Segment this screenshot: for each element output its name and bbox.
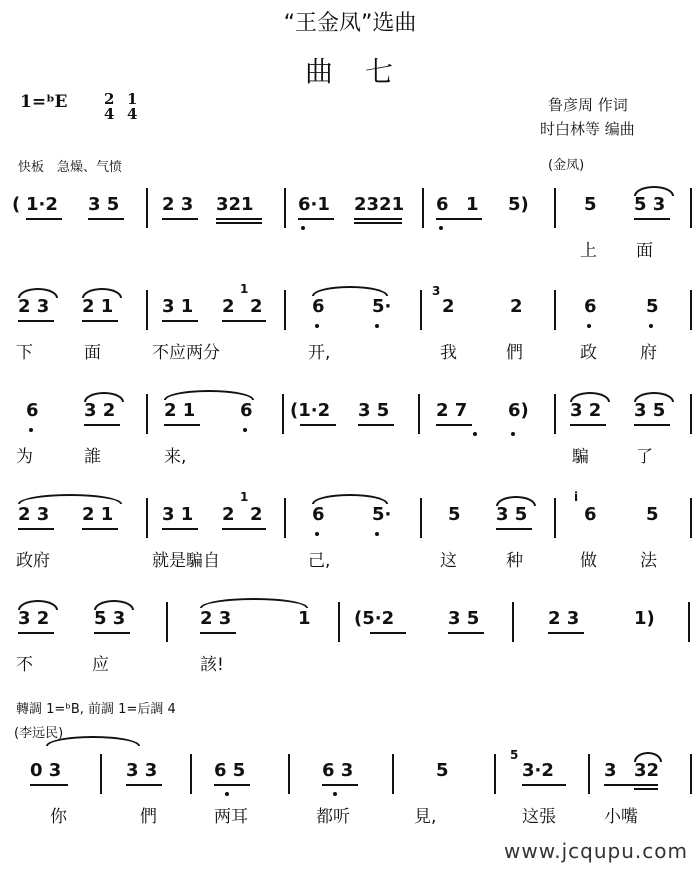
barline — [554, 188, 556, 228]
music-system-6 — [0, 750, 700, 850]
lyric: 来, — [164, 447, 187, 467]
note: 6 — [584, 504, 597, 525]
barline — [146, 188, 148, 228]
low-octave-dot — [225, 792, 229, 796]
note: 2 1 — [164, 400, 196, 421]
note: 3 — [604, 760, 617, 781]
underline — [370, 632, 406, 634]
note: 1 — [298, 608, 311, 629]
low-octave-dot — [439, 226, 443, 230]
barline — [554, 394, 556, 434]
underline — [634, 424, 670, 426]
underline — [358, 424, 394, 426]
note: 6 — [26, 400, 39, 421]
underline — [570, 424, 606, 426]
underline — [216, 222, 262, 224]
underline — [522, 784, 566, 786]
meter-bottom: 4 — [104, 105, 115, 123]
note: 5 — [646, 504, 659, 525]
note: 5 3 — [634, 194, 666, 215]
lyric: 小嘴 — [604, 807, 638, 827]
low-octave-dot — [315, 324, 319, 328]
underline — [496, 528, 532, 530]
note: 1) — [634, 608, 655, 629]
music-system-3 — [0, 390, 700, 490]
note: 5 — [448, 504, 461, 525]
note: 0 3 — [30, 760, 62, 781]
role-label-jinfeng: (金凤) — [548, 158, 585, 173]
site-watermark: www.jcqupu.com — [504, 839, 688, 863]
score-subtitle: 曲 七 — [304, 55, 395, 88]
low-octave-dot — [301, 226, 305, 230]
barline — [690, 188, 692, 228]
note: 2321 — [354, 194, 405, 215]
underline — [322, 784, 358, 786]
lyric: 面 — [636, 241, 653, 261]
note: 6 — [240, 400, 253, 421]
composer-credit: 时白林等 编曲 — [540, 120, 635, 138]
underline — [26, 218, 62, 220]
note: 6·1 — [298, 194, 330, 215]
grace-note: 1 — [240, 282, 249, 296]
note: 2 — [250, 504, 263, 525]
underline — [216, 218, 262, 220]
note: 3 1 — [162, 296, 194, 317]
note: 6 — [312, 296, 325, 317]
lyric: 府 — [640, 343, 657, 363]
note: 5) — [508, 194, 529, 215]
barline — [338, 602, 340, 642]
note: 6 — [584, 296, 597, 317]
lyrics-row — [0, 236, 700, 262]
barline — [588, 754, 590, 794]
notes-row — [0, 184, 700, 228]
low-octave-dot — [649, 324, 653, 328]
underline — [354, 218, 402, 220]
underline — [604, 784, 658, 786]
note: 6 — [312, 504, 325, 525]
note: 2 3 — [548, 608, 580, 629]
underline — [162, 218, 198, 220]
meter-bottom: 4 — [127, 105, 138, 123]
underline — [634, 218, 670, 220]
music-system-5 — [0, 598, 700, 698]
barline — [284, 290, 286, 330]
lyric: 就是騙自 — [152, 551, 220, 571]
lyrics-row — [0, 650, 700, 676]
grace-note: 5 — [510, 748, 519, 762]
lyric: 政府 — [16, 551, 50, 571]
note: 1·2 — [26, 194, 58, 215]
underline — [436, 218, 482, 220]
barline — [190, 754, 192, 794]
note: 6 5 — [214, 760, 246, 781]
underline — [448, 632, 484, 634]
barline — [554, 498, 556, 538]
lyric: 們 — [140, 807, 157, 827]
score-title: “王金凤”选曲 — [283, 11, 417, 36]
barline — [690, 394, 692, 434]
lyric: 应 — [92, 655, 109, 675]
lyrics-row — [0, 802, 700, 828]
note: 3 5 — [448, 608, 480, 629]
note: 3·2 — [522, 760, 554, 781]
lyric: 上 — [580, 241, 597, 261]
barline — [146, 498, 148, 538]
low-octave-dot — [473, 432, 477, 436]
barline — [100, 754, 102, 794]
note: 1 — [466, 194, 479, 215]
note: 2 — [442, 296, 455, 317]
note: 3 2 — [570, 400, 602, 421]
note: 3 2 — [84, 400, 116, 421]
underline — [436, 424, 472, 426]
barline — [688, 602, 690, 642]
note: 3 5 — [496, 504, 528, 525]
barline — [512, 602, 514, 642]
note: 6 3 — [322, 760, 354, 781]
note: 5· — [372, 296, 392, 317]
barline — [690, 290, 692, 330]
barline — [418, 394, 420, 434]
note: 5· — [372, 504, 392, 525]
note: 3 2 — [18, 608, 50, 629]
underline — [548, 632, 584, 634]
barline — [392, 754, 394, 794]
note: (1·2 — [290, 400, 331, 421]
note: 2 — [250, 296, 263, 317]
underline — [634, 788, 658, 790]
underline — [164, 424, 200, 426]
lyrics-row — [0, 546, 700, 572]
underline — [18, 528, 54, 530]
underline — [162, 320, 198, 322]
underline — [82, 528, 118, 530]
grace-note: 3 — [432, 284, 441, 298]
lyric: 我 — [440, 343, 457, 363]
underline — [298, 218, 334, 220]
note: 3 1 — [162, 504, 194, 525]
note: 3 3 — [126, 760, 158, 781]
barline — [288, 754, 290, 794]
notes-row — [0, 750, 700, 794]
note: 2 3 — [200, 608, 232, 629]
lyric: 騙 — [572, 447, 589, 467]
note: 6 — [436, 194, 449, 215]
barline — [420, 290, 422, 330]
underline — [18, 632, 54, 634]
barline — [284, 188, 286, 228]
barline — [420, 498, 422, 538]
lyricist-credit: 鲁彦周 作词 — [548, 96, 628, 114]
low-octave-dot — [333, 792, 337, 796]
lyric: 都听 — [316, 807, 350, 827]
underline — [214, 784, 250, 786]
underline — [88, 218, 124, 220]
music-system-2 — [0, 282, 700, 386]
key-signature: 1=ᵇE — [20, 92, 68, 112]
role-label-liyuanmin: (李远民) — [14, 726, 64, 741]
tempo-marking: 快板 急燥、气愤 — [18, 160, 123, 175]
lyric: 法 — [640, 551, 657, 571]
barline — [690, 498, 692, 538]
lyric: 两耳 — [214, 807, 248, 827]
low-octave-dot — [375, 532, 379, 536]
lyric: 你 — [50, 807, 67, 827]
note: 5 — [436, 760, 449, 781]
underline — [300, 424, 336, 426]
note: 2 — [222, 296, 235, 317]
barline — [690, 754, 692, 794]
note: 3 5 — [634, 400, 666, 421]
lyric: 这張 — [522, 807, 556, 827]
lyric: 开, — [308, 343, 331, 363]
low-octave-dot — [375, 324, 379, 328]
lyric: 們 — [506, 343, 523, 363]
note: 5 3 — [94, 608, 126, 629]
lyric: 做 — [580, 551, 597, 571]
note: 5 — [584, 194, 597, 215]
underline — [200, 632, 236, 634]
underline — [126, 784, 162, 786]
underline — [84, 424, 120, 426]
lyric: 見, — [414, 807, 437, 827]
lyric: 己, — [308, 551, 331, 571]
underline — [94, 632, 130, 634]
barline — [284, 498, 286, 538]
meter-top: 2 — [104, 90, 115, 108]
note: 2 3 — [18, 504, 50, 525]
underline — [222, 320, 266, 322]
underline — [82, 320, 118, 322]
lyric: 誰 — [84, 447, 101, 467]
note: 5 — [646, 296, 659, 317]
lyric: 政 — [580, 343, 597, 363]
meter-2-4 — [104, 92, 114, 122]
barline — [494, 754, 496, 794]
note: 2 1 — [82, 296, 114, 317]
music-system-4 — [0, 490, 700, 594]
note: ( — [12, 194, 21, 215]
note: 2 — [510, 296, 523, 317]
barline — [422, 188, 424, 228]
note: (5·2 — [354, 608, 395, 629]
note: 2 — [222, 504, 235, 525]
lyric: 下 — [16, 343, 33, 363]
low-octave-dot — [243, 428, 247, 432]
lyric: 面 — [84, 343, 101, 363]
note: 2 3 — [18, 296, 50, 317]
lyric: 种 — [506, 551, 523, 571]
barline — [166, 602, 168, 642]
lyric: 这 — [440, 551, 457, 571]
note: 6) — [508, 400, 529, 421]
lyric: 为 — [16, 447, 33, 467]
lyric: 不 — [16, 655, 33, 675]
lyrics-row — [0, 338, 700, 364]
low-octave-dot — [511, 432, 515, 436]
note: 321 — [216, 194, 254, 215]
note: 2 1 — [82, 504, 114, 525]
underline — [354, 222, 402, 224]
low-octave-dot — [587, 324, 591, 328]
note: 2 3 — [162, 194, 194, 215]
lyric: 了 — [636, 447, 653, 467]
grace-note: i — [574, 490, 579, 504]
note: 2 7 — [436, 400, 468, 421]
barline — [146, 394, 148, 434]
barline — [554, 290, 556, 330]
key-change-note: 轉調 1=ᵇB, 前調 1=后調 4 — [16, 702, 176, 717]
grace-note: 1 — [240, 490, 249, 504]
note: 3 5 — [358, 400, 390, 421]
low-octave-dot — [29, 428, 33, 432]
note: 3 5 — [88, 194, 120, 215]
low-octave-dot — [315, 532, 319, 536]
meter-1-4 — [127, 92, 137, 122]
lyrics-row — [0, 442, 700, 468]
barline — [146, 290, 148, 330]
music-system-1 — [0, 184, 700, 284]
note: 32 — [634, 760, 660, 781]
barline — [282, 394, 284, 434]
meter-top: 1 — [127, 90, 138, 108]
underline — [162, 528, 198, 530]
lyric: 不应两分 — [152, 343, 220, 363]
underline — [18, 320, 54, 322]
lyric: 該! — [200, 655, 224, 675]
underline — [30, 784, 68, 786]
underline — [222, 528, 266, 530]
